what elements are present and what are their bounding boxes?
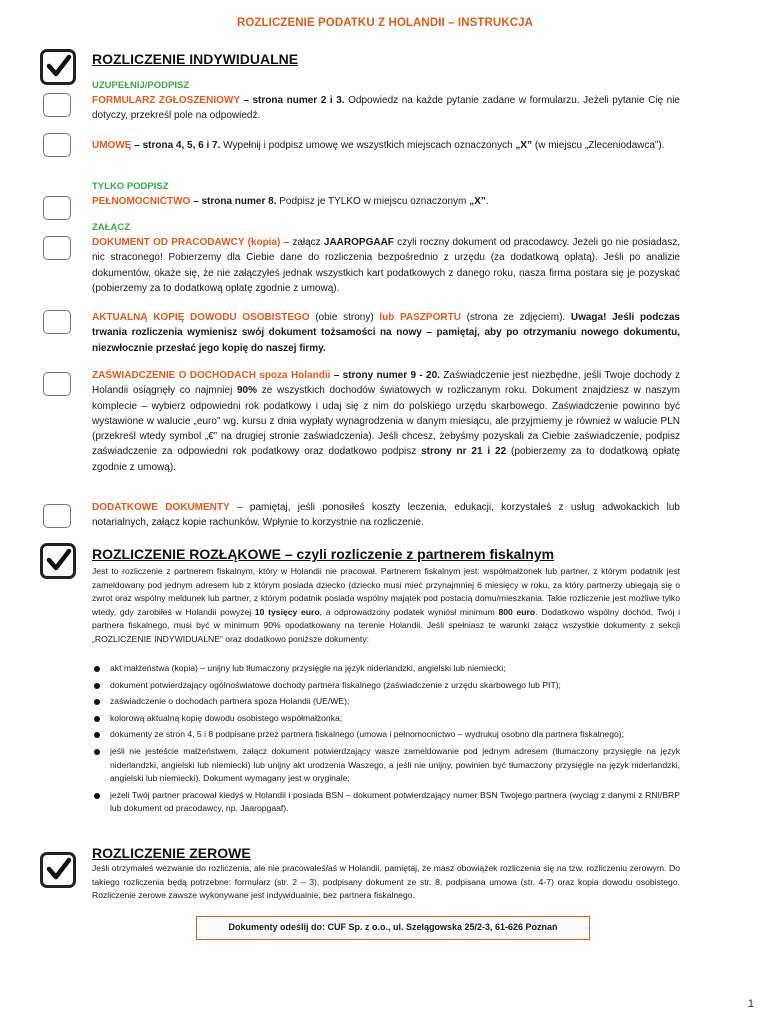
- item-title: PEŁNOMOCNICTWO: [92, 196, 191, 207]
- checkbox-id[interactable]: [43, 310, 71, 334]
- item-bold: JAAROPGAAF: [323, 237, 394, 248]
- section-heading-individual: ROZLICZENIE INDYWIDUALNE: [92, 51, 299, 67]
- list-item: dokumenty ze stron 4, 5 i 8 podpisane przez partnera fiskalnego (umowa i pełnomocnictwo – wydrukuj osobno dla partnera fiskalnego);: [92, 728, 680, 742]
- section-checkbox-joint[interactable]: [40, 543, 76, 579]
- list-item: jeżeli Twój partner pracował kiedyś w Holandii i posiada BSN – dokument potwierdzający numer BSN Twojego partnera (wyciąg z danymi z RNI/BRP lub dokument od pracodawcy, np. Jaaropgaaf).: [92, 789, 680, 816]
- checkmark-icon: [45, 855, 73, 883]
- item-title: UMOWĘ: [92, 140, 132, 151]
- joint-amount: 800 euro: [498, 606, 536, 617]
- item-label: UZUPEŁNIJ/PODPISZ: [92, 80, 190, 91]
- item-title: DOKUMENT OD PRACODAWCY (kopia): [92, 237, 281, 248]
- joint-text: Jest to rozliczenie z partnerem fiskalnym, który w Holandii nie pracował. Partnerem fiskalnym jest: współmałżonek lub partner, z którym podatnik jest zameldowany pod jednym adresem lub z którym posiada dziecko (dziecko musi mieć przynajmniej 6 miesięcy w roku, za który partnerzy ubiegają się o zwrot oraz wspólny meldunek lub partner, z którym podatnik posiada wspólny majątek pod postacią domu/mieszkania. Takie rozliczenie jest możliwe tylko wtedy, gdy zarobiłeś w Holandii powyżej: [92, 566, 680, 617]
- item-form: [92, 79, 680, 124]
- item-text: czyli roczny dokument od pracodawcy. Jeżeli go nie posiadasz, nic straconego! Pobierzemy dla Ciebie dane do rozliczenia bezpośrednio z urzędu (za dodatkową opłatą). Jeśli po analizie dokumentów, okaże się, że nie załączyłeś jednak wszystkich kart podatkowych z danego roku, nasza firma postara się je pozyskać (pobierzemy za to dodatkową opłatę zgodnie z umową).: [92, 237, 680, 294]
- item-text: (strona ze zdjęciem).: [460, 312, 571, 323]
- item-text: Podpisz je TYLKO w miejscu oznaczonym: [276, 196, 470, 207]
- checkbox-contract[interactable]: [43, 133, 71, 157]
- page-number: 1: [747, 998, 754, 1010]
- list-item: akt małżeństwa (kopia) – unijny lub tłumaczony przysięgle na język niderlandzki, angielski lub niemiecki;: [92, 662, 680, 676]
- checkbox-poa[interactable]: [43, 196, 71, 220]
- item-contract: [92, 138, 680, 153]
- item-text: Odpowiedz na każde pytanie zadane w formularzu. Jeżeli pytanie Cię nie dotyczy, przekreśl pole na odpowiedź.: [92, 95, 680, 122]
- checkbox-form[interactable]: [43, 93, 71, 117]
- section-checkbox-zero[interactable]: [40, 852, 76, 888]
- item-percent: 90%: [237, 385, 258, 397]
- item-id: [92, 310, 680, 356]
- joint-amount: 10 tysięcy euro: [254, 606, 320, 617]
- checkmark-icon: [45, 52, 73, 80]
- item-pages: – strona numer 2 i 3.: [239, 95, 345, 106]
- item-pages: – strona numer 8.: [190, 196, 277, 207]
- item-employer: [92, 221, 680, 296]
- zero-text: Jeśli otrzymałeś wezwanie do rozliczenia, ale nie pracowałeś/aś w Holandii, pamiętaj, że masz obowiązek rozliczenia się na tzw. rozliczeniu zerowym. Do takiego rozliczenia będą potrzebne: formularz (str. 2 – 3), podpisany dokument ze str. 8, podpisana umowa (str. 4-7) oraz kopia dowodu osobistego. Rozliczenie zerowe zawsze wykonywane jest indywidualnie, bez partnera fiskalnego.: [92, 863, 680, 901]
- section-heading-joint: ROZLICZENIE ROZŁĄKOWE – czyli rozliczenie z partnerem fiskalnym: [92, 546, 555, 562]
- item-text: (w miejscu „Zleceniodawca”).: [532, 140, 665, 151]
- item-text: – pamiętaj, jeśli ponosiłeś koszty leczenia, edukacji, korzystałeś z usług adwokackich lub notarialnych, załącz kopie rachunków. Wpłynie to korzystnie na rozliczenie.: [92, 502, 680, 529]
- item-pages: – strony numer 9 - 20.: [330, 370, 440, 381]
- mailing-address: Dokumenty odeślij do: CUF Sp. z o.o., ul. Szelągowska 25/2-3, 61-626 Poznań: [196, 916, 590, 940]
- list-item: zaświadczenie o dochodach partnera spoza Holandii (UE/WE);: [92, 695, 680, 709]
- item-title: lub PASZPORTU: [379, 312, 461, 323]
- item-pages: strony nr 21 i 22: [421, 446, 507, 458]
- section-checkbox-individual[interactable]: [40, 49, 76, 85]
- item-extra: [92, 500, 680, 531]
- item-title: AKTUALNĄ KOPIĘ DOWODU OSOBISTEGO: [92, 312, 310, 323]
- section-heading-zero: ROZLICZENIE ZEROWE: [92, 845, 251, 861]
- item-label: ZAŁĄCZ: [92, 222, 130, 233]
- list-item: dokument potwierdzający ogólnoświatowe dochody partnera fiskalnego (zaświadczenie z urzędu skarbowego lub PIT);: [92, 679, 680, 693]
- item-text: Wypełnij i podpisz umowę we wszystkich miejscach oznaczonych: [220, 140, 516, 151]
- item-poa: [92, 180, 680, 209]
- joint-text: . Dodatkowo wspólny dochód, Twój i partnera fiskalnego, musi być w minimum 90% opodatkowany na terenie Holandii. Jeśli spełniasz te warunki załącz wszystkie dokumenty z sekcji „ROZLICZENIE INDYWIDUALNE” oraz dodatkowo poniższe dokumenty:: [92, 606, 680, 644]
- item-text: Zaświadczenie jest niezbędne, jeśli Twoje dochody z Holandii osiągnęły co najmniej: [92, 370, 680, 397]
- list-item: kolorową aktualną kopię dowodu osobistego współmałżonka;: [92, 712, 680, 726]
- item-title: FORMULARZ ZGŁOSZENIOWY: [92, 95, 240, 106]
- item-warning: Uwaga! Jeśli podczas trwania rozliczenia wymienisz swój dokument tożsamości na nowy – pamiętaj, aby po otrzymaniu nowego dokumentu, niezwłocznie przesłać jego kopię do naszej firmy.: [92, 312, 680, 354]
- item-label: TYLKO PODPISZ: [92, 181, 169, 192]
- item-text: (obie strony): [309, 312, 380, 323]
- page-title: ROZLICZENIE PODATKU Z HOLANDII – INSTRUKCJA: [236, 17, 534, 29]
- item-text: (pobierzemy za to dodatkową opłatę zgodnie z umową).: [92, 446, 680, 473]
- checkmark-icon: [45, 546, 73, 574]
- item-text: ze wszystkich dochodów światowych w rozliczanym roku. Dokument znajdziesz w naszym komplecie – wybierz odpowiedni rok podatkowy i udaj się z nim do polskiego urzędu skarbowego. Zaświadczenie powinno być wystawione w walucie „euro” wg. kursu z dnia wypłaty wynagrodzenia w danym miesiącu, ale przyjmiemy je również w walucie PLN (przekreśl wtedy symbol „€” na drugiej stronie zaświadczenia). Jeśli chcesz, żebyśmy pozyskali za Ciebie zaświadczenie, podpisz zaświadczenie za odpowiedni rok podatkowy oraz dodatkowo podpisz: [92, 385, 680, 458]
- item-mark: „X”: [515, 140, 533, 151]
- checkbox-partner-income[interactable]: [43, 372, 71, 396]
- item-title: DODATKOWE DOKUMENTY: [92, 502, 230, 513]
- joint-intro: [92, 565, 680, 647]
- checkbox-extra[interactable]: [43, 504, 71, 528]
- item-text: .: [485, 196, 489, 207]
- item-pages: – strona 4, 5, 6 i 7.: [131, 140, 221, 151]
- list-item: jeśli nie jesteście małżeństwem, załącz dokument potwierdzający wasze zameldowanie pod jednym adresem (tłumaczony przysięgle na język niderlandzki, angielski lub niemiecki) lub unijny akt urodzenia Waszego, a jeśli nie unijny, powinien być tłumaczony przysięgle na język niderlandzki, angielski lub niemiecki). Dokument wymagany jest w oryginale;: [92, 745, 680, 786]
- item-partner-income: [92, 368, 680, 475]
- item-mark: „X”: [469, 196, 486, 207]
- checkbox-employer[interactable]: [43, 236, 71, 260]
- joint-document-list: [92, 662, 680, 819]
- joint-text: , a odprowadzony podatek wyniósł minimum: [319, 606, 499, 617]
- item-title: ZAŚWIADCZENIE O DOCHODACH spoza Holandii: [92, 370, 331, 381]
- item-text: – załącz: [280, 237, 324, 248]
